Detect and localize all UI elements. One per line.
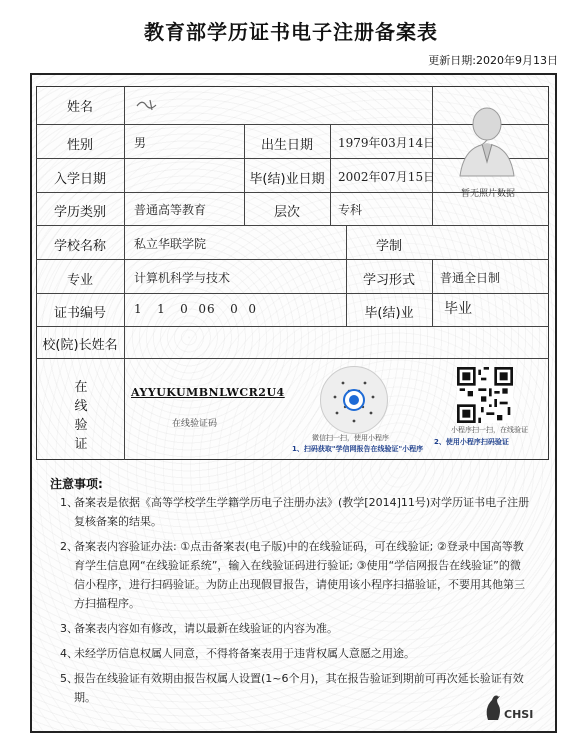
major-label: 专业 <box>66 273 93 288</box>
enroll-date-label: 入学日期 <box>53 172 106 187</box>
qr-caption: 小程序扫一扫，在线验证 <box>451 426 528 434</box>
school-value: 私立华联学院 <box>134 237 207 251</box>
update-date <box>428 52 558 68</box>
duration-label: 学制 <box>375 239 402 254</box>
note-item: 1、 备案表是依据《高等学校学生学籍学历电子注册办法》(教学[2014]11号)对学历证书电子注册复核备案的结果。 <box>60 496 530 528</box>
study-form-label: 学习形式 <box>362 273 415 288</box>
avatar-icon <box>442 98 532 178</box>
certificate-number-label: 证书编号 <box>53 306 106 321</box>
gender-value: 男 <box>134 136 147 150</box>
verify-code-caption: 在线验证码 <box>172 419 218 429</box>
mini-program-caption: 微信扫一扫，使用小程序 <box>312 434 389 442</box>
photo-caption: 暂无照片数据 <box>460 189 515 199</box>
note-item: 2、 备案表内容验证办法: ①点击备案表(电子版)中的在线验证码，可在线验证; ②登录中国高等教育学生信息网“在线验证系统”，输入在线验证码进行验证; ③使用“学信网报告在线验证”的微信小程序，进行扫码验证。为防止出现假冒报告，请使用该小程序扫描验证，不要用其他第三方扫描程序。 <box>60 540 525 610</box>
svg-text:CHSI: CHSI <box>504 708 534 721</box>
graduation-date-value: 2002年07月15日 <box>338 170 436 184</box>
education-type-value: 普通高等教育 <box>134 203 207 217</box>
level-label: 层次 <box>273 205 300 220</box>
note-item: 3、 备案表内容如有修改，请以最新在线验证的内容为准。 <box>60 622 338 635</box>
gender-label: 性别 <box>66 138 93 153</box>
result-value: 毕业 <box>444 301 472 317</box>
school-label: 学校名称 <box>53 239 106 254</box>
notes-list <box>60 493 530 713</box>
result-label: 毕(结)业 <box>364 306 414 321</box>
update-date-value: 2020年9月13日 <box>476 54 558 67</box>
principal-label: 校(院)长姓名 <box>42 338 118 353</box>
note-item: 5、 报告在线验证有效期由报告权属人设置(1~6个月)，其在报告验证到期前可再次延长验证有效期。 <box>60 672 524 704</box>
major-value: 计算机科学与技术 <box>134 271 231 285</box>
chsi-logo <box>480 690 542 728</box>
name-label: 姓名 <box>66 100 93 115</box>
note-item: 4、 未经学历信息权属人同意，不得将备案表用于违背权属人意愿之用途。 <box>60 647 415 660</box>
mini-program-code[interactable] <box>320 366 388 434</box>
certificate-number-value: 1 1 0 06 0 0 <box>134 302 258 316</box>
page-title: 教育部学历证书电子注册备案表 <box>144 20 438 44</box>
update-date-label: 更新日期: <box>428 54 476 67</box>
step-1-text: 1、扫码获取"学信网报告在线验证"小程序 <box>292 445 424 453</box>
birth-date-label: 出生日期 <box>260 138 313 153</box>
education-type-label: 学历类别 <box>53 205 106 220</box>
verify-code-link[interactable]: AYYUKUMBNLWCR2U4 <box>131 386 285 399</box>
graduation-date-label: 毕(结)业日期 <box>249 172 325 187</box>
name-redaction <box>134 96 164 114</box>
birth-date-value: 1979年03月14日 <box>338 136 436 150</box>
notes-title: 注意事项: <box>50 477 103 491</box>
level-value: 专科 <box>338 203 363 217</box>
qr-code[interactable] <box>457 367 513 423</box>
study-form-value: 普通全日制 <box>440 271 501 285</box>
online-verify-label: 在线验证 <box>74 380 88 452</box>
step-2-text: 2、使用小程序扫码验证 <box>434 438 509 446</box>
